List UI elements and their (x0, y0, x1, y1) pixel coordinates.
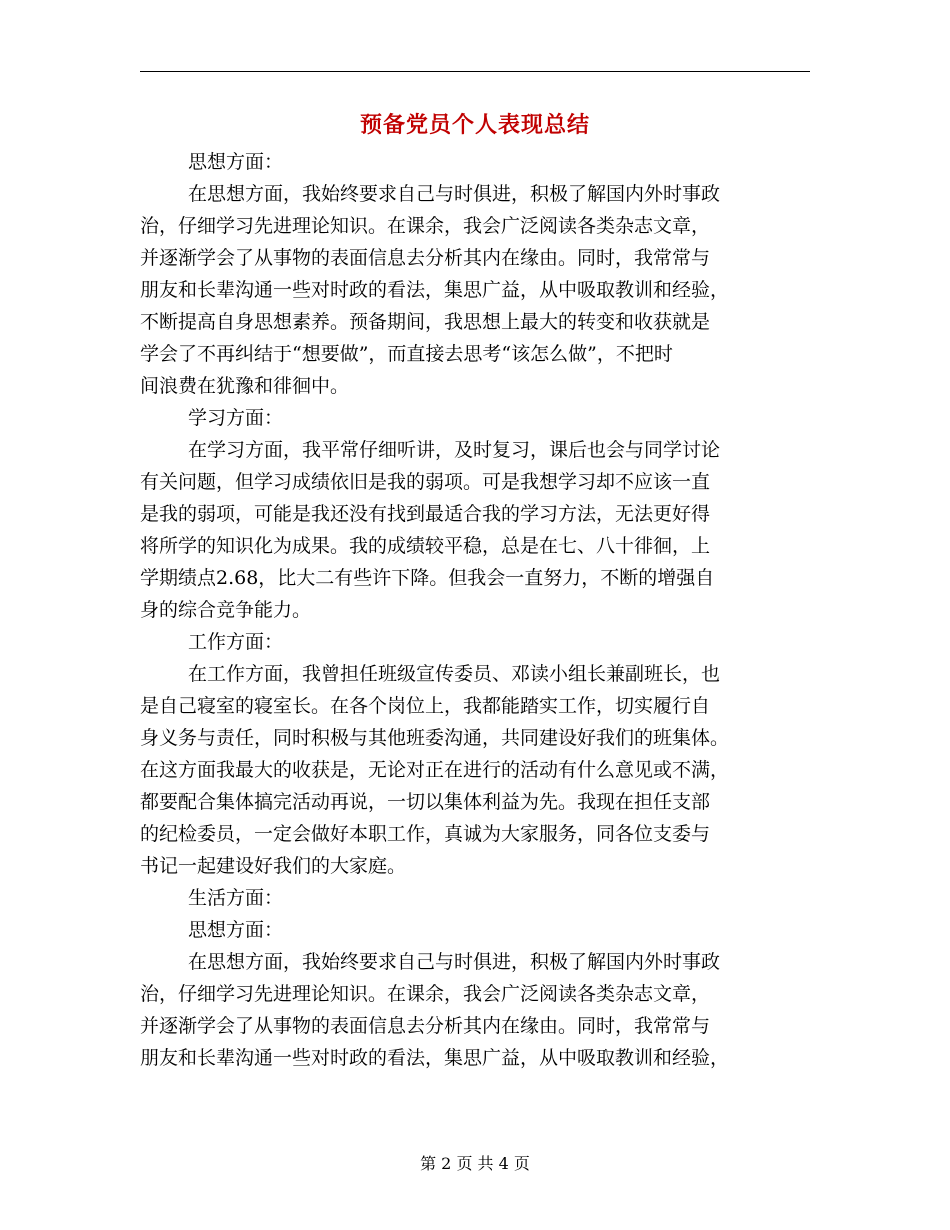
document-title: 预备党员个人表现总结 (359, 112, 590, 138)
header-rule (140, 71, 810, 72)
paragraph-line: 不断提高自身思想素养。预备期间，我思想上最大的转变和收获就是 (140, 311, 711, 333)
paragraph-line: 思想方面： (188, 151, 284, 173)
page-number-footer: 第 2 页 共 4 页 (420, 1154, 530, 1173)
paragraph-line: 是我的弱项，可能是我还没有找到最适合我的学习方法，无法更好得 (140, 503, 711, 525)
paragraph-line: 生活方面： (188, 887, 284, 909)
paragraph-line: 在思想方面，我始终要求自己与时俱进，积极了解国内外时事政 (188, 183, 721, 205)
paragraph-line: 有关问题，但学习成绩依旧是我的弱项。可是我想学习却不应该一直 (140, 471, 711, 493)
paragraph-line: 是自己寝室的寝室长。在各个岗位上，我都能踏实工作，切实履行自 (140, 695, 711, 717)
document-body (140, 146, 810, 1074)
paragraph-line: 朋友和长辈沟通一些对时政的看法，集思广益，从中吸取教训和经验， (140, 279, 730, 301)
paragraph-line: 并逐渐学会了从事物的表面信息去分析其内在缘由。同时，我常常与 (140, 247, 711, 269)
paragraph-line: 将所学的知识化为成果。我的成绩较平稳，总是在七、八十徘徊，上 (140, 535, 711, 557)
paragraph-line: 学期绩点2.68，比大二有些许下降。但我会一直努力，不断的增强自 (140, 567, 715, 589)
paragraph-line: 在这方面我最大的收获是，无论对正在进行的活动有什么意见或不满， (140, 759, 730, 781)
paragraph-line: 都要配合集体搞完活动再说，一切以集体利益为先。我现在担任支部 (140, 791, 711, 813)
paragraph-line: 并逐渐学会了从事物的表面信息去分析其内在缘由。同时，我常常与 (140, 1015, 711, 1037)
paragraph-line: 在工作方面，我曾担任班级宣传委员、邓读小组长兼副班长，也 (188, 663, 721, 685)
paragraph-line: 在学习方面，我平常仔细听讲，及时复习，课后也会与同学讨论 (188, 439, 721, 461)
paragraph-line: 身的综合竞争能力。 (140, 599, 312, 621)
paragraph-line: 治，仔细学习先进理论知识。在课余，我会广泛阅读各类杂志文章， (140, 215, 711, 237)
paragraph-line: 间浪费在犹豫和徘徊中。 (140, 375, 350, 397)
paragraph-line: 的纪检委员，一定会做好本职工作，真诚为大家服务，同各位支委与 (140, 823, 711, 845)
paragraph-line: 书记一起建设好我们的大家庭。 (140, 855, 407, 877)
paragraph-line: 学习方面： (188, 407, 284, 429)
paragraph-line: 思想方面： (188, 919, 284, 941)
paragraph-line: 朋友和长辈沟通一些对时政的看法，集思广益，从中吸取教训和经验， (140, 1047, 730, 1069)
paragraph-line: 学会了不再纠结于“想要做”，而直接去思考“该怎么做”，不把时 (140, 343, 673, 365)
paragraph-line: 在思想方面，我始终要求自己与时俱进，积极了解国内外时事政 (188, 951, 721, 973)
paragraph-line: 治，仔细学习先进理论知识。在课余，我会广泛阅读各类杂志文章， (140, 983, 711, 1005)
paragraph-line: 身义务与责任，同时积极与其他班委沟通，共同建设好我们的班集体。 (140, 727, 730, 749)
paragraph-line: 工作方面： (188, 631, 284, 653)
